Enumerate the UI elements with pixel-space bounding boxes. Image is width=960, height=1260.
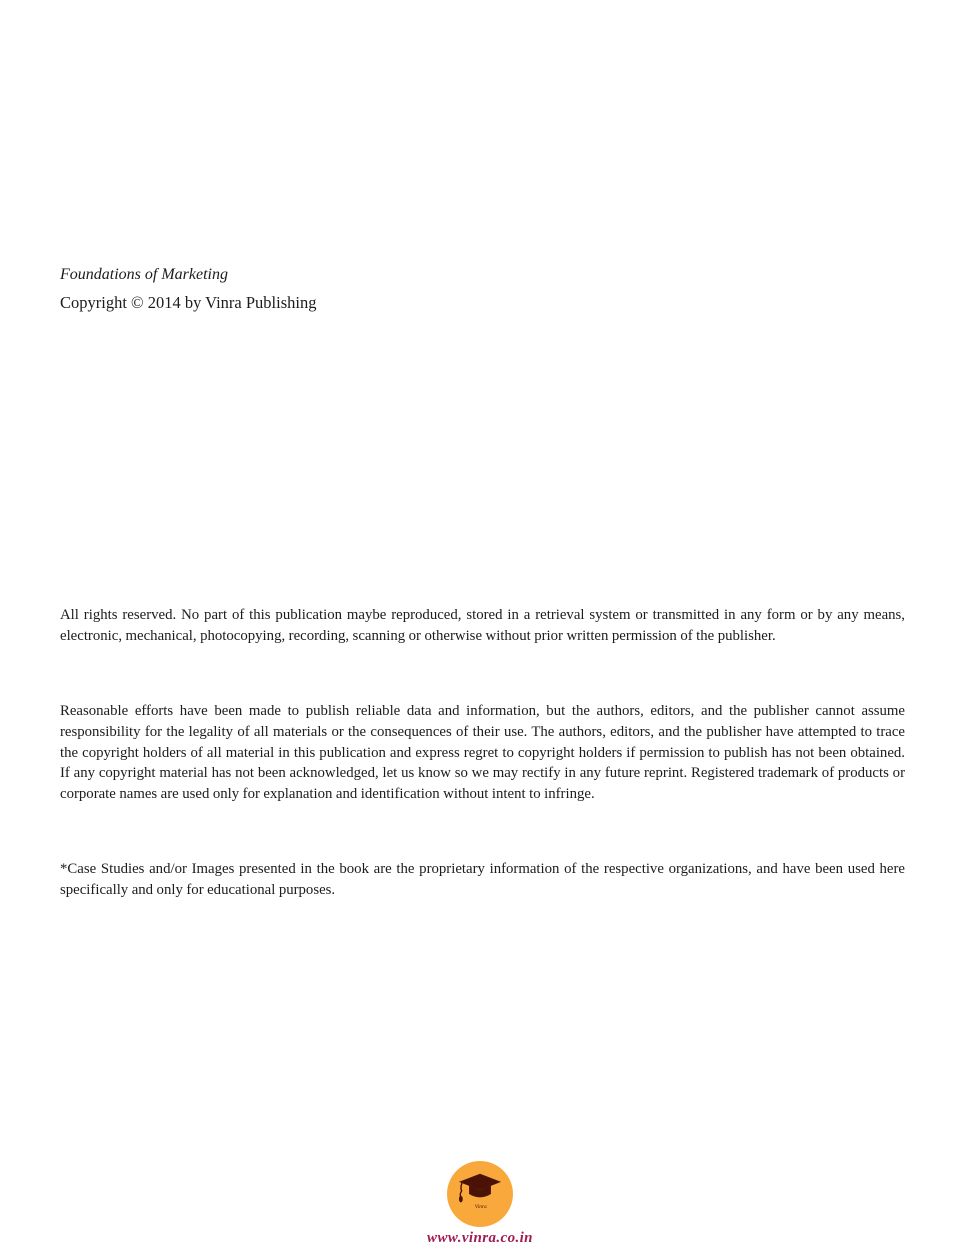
publisher-logo	[447, 1161, 513, 1227]
reasonable-efforts-paragraph: Reasonable efforts have been made to publish reliable data and information, but the authors, editors, and the publisher cannot assume responsibility for the legality of all materials or the consequences of their use. The authors, editors, and the publisher have attempted to trace the copyright holders of all material in this publication and express regret to copyright holders if permission to publish has not been obtained. If any copyright material has not been acknowledged, let us know so we may rectify in any future reprint. Registered trademark of products or corporate names are used only for explanation and identification without intent to infringe.	[60, 703, 905, 803]
case-studies-disclaimer-paragraph: *Case Studies and/or Images presented in the book are the proprietary information of the respective organizations, and have been used here specifically and only for educational purposes.	[60, 861, 905, 898]
logo-wordmark: Vinra	[474, 1204, 487, 1211]
book-title: Foundations of Marketing	[60, 266, 228, 283]
graduation-cap-icon	[455, 1168, 505, 1220]
website-url: www.vinra.co.in	[427, 1230, 533, 1246]
title-block	[60, 265, 316, 313]
rights-reserved-paragraph: All rights reserved. No part of this publication maybe reproduced, stored in a retrieval system or transmitted in any form or by any means, electronic, mechanical, photocopying, recording, scanning or otherwise without prior written permission of the publisher.	[60, 607, 905, 644]
copyright-line: Copyright © 2014 by Vinra Publishing	[60, 293, 317, 312]
